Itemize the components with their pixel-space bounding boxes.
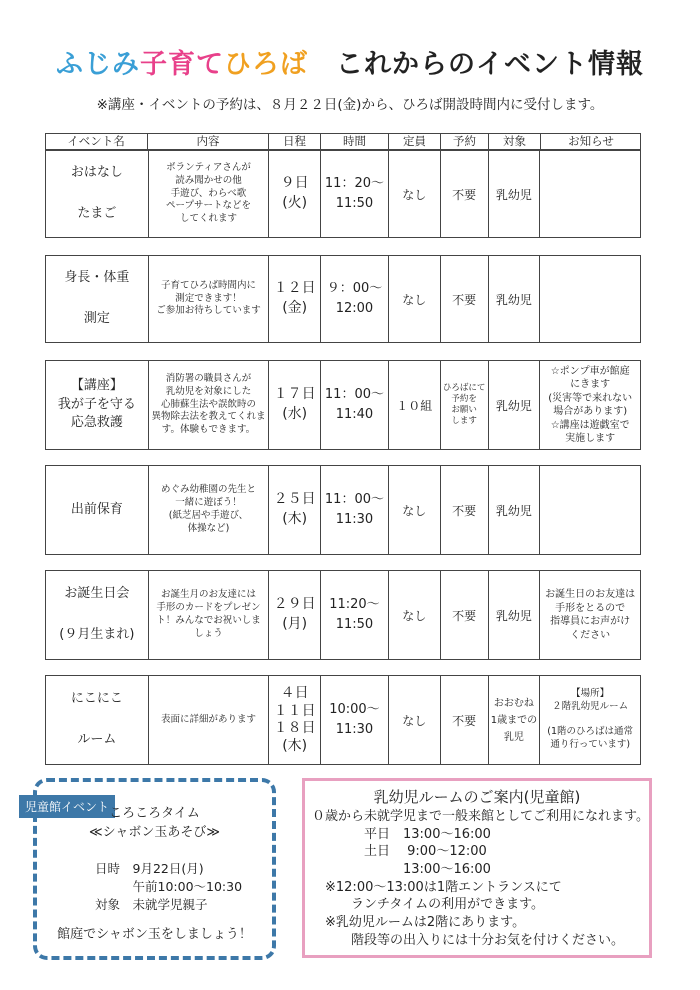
infant-room-title: 乳幼児ルームのご案内(児童館) bbox=[373, 788, 581, 806]
event-reservation: 不要 bbox=[441, 151, 489, 237]
event-note bbox=[540, 151, 640, 237]
table-row bbox=[45, 255, 641, 343]
jidokan-event-title-2: ≪シャボン玉あそび≫ bbox=[89, 824, 220, 840]
event-target: おおむね 1歳までの 乳児 bbox=[489, 676, 541, 764]
event-time: ９：00～ 12:00 bbox=[321, 256, 389, 342]
header-date: 日程 bbox=[269, 133, 321, 150]
table-row bbox=[45, 465, 641, 555]
header-capacity: 定員 bbox=[389, 133, 441, 150]
header-note: お知らせ bbox=[568, 134, 614, 148]
header-target: 対象 bbox=[489, 133, 541, 150]
event-capacity: なし bbox=[389, 676, 441, 764]
header-content: 内容 bbox=[148, 133, 269, 150]
event-target: 乳幼児 bbox=[489, 571, 541, 659]
event-time: 11：00～ 11:30 bbox=[321, 466, 389, 554]
event-reservation: 不要 bbox=[441, 571, 489, 659]
event-capacity: なし bbox=[389, 151, 441, 237]
event-capacity: なし bbox=[389, 256, 441, 342]
event-note bbox=[540, 256, 640, 342]
title-part-1: ふじみ bbox=[56, 49, 140, 80]
event-reservation: 不要 bbox=[441, 466, 489, 554]
event-note: 【場所】 ２階乳幼児ルーム (1階のひろばは通常 通り行っています) bbox=[547, 687, 634, 751]
jidokan-event-title bbox=[33, 805, 276, 843]
event-note: ☆ポンプ車が館庭 にきます (災害等で来れない 場合があります) ☆講座は遊戯室で 実施します bbox=[548, 365, 633, 444]
event-time: 11:20～ 11:50 bbox=[321, 571, 389, 659]
event-name: 【講座】 我が子を守る 応急救護 bbox=[46, 361, 149, 449]
event-name: お誕生日会 (９月生まれ) bbox=[46, 571, 149, 659]
event-note bbox=[540, 466, 640, 554]
header-reservation: 予約 bbox=[441, 133, 489, 150]
jidokan-event-details: 日時 9月22日(月) 午前10:00～10:30 対象 未就学児親子 bbox=[95, 861, 243, 913]
title-part-4: これからのイベント情報 bbox=[308, 49, 644, 80]
reservation-notice: ※講座・イベントの予約は、８月２２日(金)から、ひろば開設時間内に受付します。 bbox=[96, 97, 604, 113]
infant-room-body: ０歳から未就学児まで一般来館としてご利用になれます。 平日 13:00～16:00 土日 9:00～12:00 13:00～16:00 ※12:00～13:00は1階エントランスにて ランチタイムの利用ができます。 ※乳幼児ルームは2階にあります。 階段等の出入りには十分お気を付けください。 bbox=[312, 809, 649, 948]
table-row bbox=[45, 570, 641, 660]
event-content: 子育てひろば時間内に 測定できます！ ご参加お待ちしています bbox=[149, 256, 270, 342]
event-time: 11：20～ 11:50 bbox=[321, 151, 389, 237]
event-time: 11：00～ 11:40 bbox=[321, 361, 389, 449]
event-content: めぐみ幼稚園の先生と 一緒に遊ぼう！ (紙芝居や手遊び、 体操など) bbox=[149, 466, 270, 554]
event-date: １７日 (水) bbox=[269, 361, 321, 449]
event-content: 表面に詳細があります bbox=[149, 676, 270, 764]
event-note: お誕生日のお友達は 手形をとるので 指導員にお声がけ ください bbox=[545, 589, 636, 641]
event-name: おはなし たまご bbox=[46, 151, 149, 237]
event-name: 身長・体重 測定 bbox=[46, 256, 149, 342]
event-date: ９日 (火) bbox=[269, 151, 321, 237]
event-target: 乳幼児 bbox=[489, 361, 541, 449]
title-part-3: ひろば bbox=[224, 49, 308, 80]
event-name: 出前保育 bbox=[46, 466, 149, 554]
event-target: 乳幼児 bbox=[489, 256, 541, 342]
jidokan-event-title-1: ころころタイム bbox=[109, 806, 200, 821]
event-date: ２９日 (月) bbox=[269, 571, 321, 659]
table-row bbox=[45, 150, 641, 238]
event-reservation: 不要 bbox=[441, 676, 489, 764]
event-target: 乳幼児 bbox=[489, 151, 541, 237]
table-row bbox=[45, 675, 641, 765]
event-date: １２日 (金) bbox=[269, 256, 321, 342]
header-time: 時間 bbox=[321, 133, 389, 150]
table-row bbox=[45, 360, 641, 450]
event-capacity: なし bbox=[389, 466, 441, 554]
event-reservation: ひろばにて 予約を お願い します bbox=[441, 361, 489, 449]
page-title bbox=[0, 42, 700, 81]
title-part-2: 子育て bbox=[140, 49, 224, 80]
jidokan-event-footer: 館庭でシャボン玉をしましょう！ bbox=[57, 927, 252, 942]
table-header bbox=[45, 133, 641, 150]
event-capacity: なし bbox=[389, 571, 441, 659]
header-event-name: イベント名 bbox=[45, 133, 148, 150]
event-name: にこにこ ルーム bbox=[46, 676, 149, 764]
event-reservation: 不要 bbox=[441, 256, 489, 342]
event-content: お誕生月のお友達には 手形のカードをプレゼン ト！みんなでお祝いしま しょう bbox=[149, 571, 270, 659]
jidokan-event-tag: 児童館イベント bbox=[19, 795, 115, 818]
event-capacity: １０組 bbox=[389, 361, 441, 449]
event-date: ２５日 (木) bbox=[269, 466, 321, 554]
event-target: 乳幼児 bbox=[489, 466, 541, 554]
event-content: ボランティアさんが 読み聞かせの他 手遊び、わらべ歌 ペープサートなどを してくれます bbox=[149, 151, 270, 237]
event-time: 10:00～ 11:30 bbox=[321, 676, 389, 764]
event-content: 消防署の職員さんが 乳幼児を対象にした 心肺蘇生法や誤飲時の 異物除去法を教えてくれま す。体験もできます。 bbox=[149, 361, 270, 449]
event-date: ４日 １１日 １８日 (木) bbox=[269, 676, 321, 764]
